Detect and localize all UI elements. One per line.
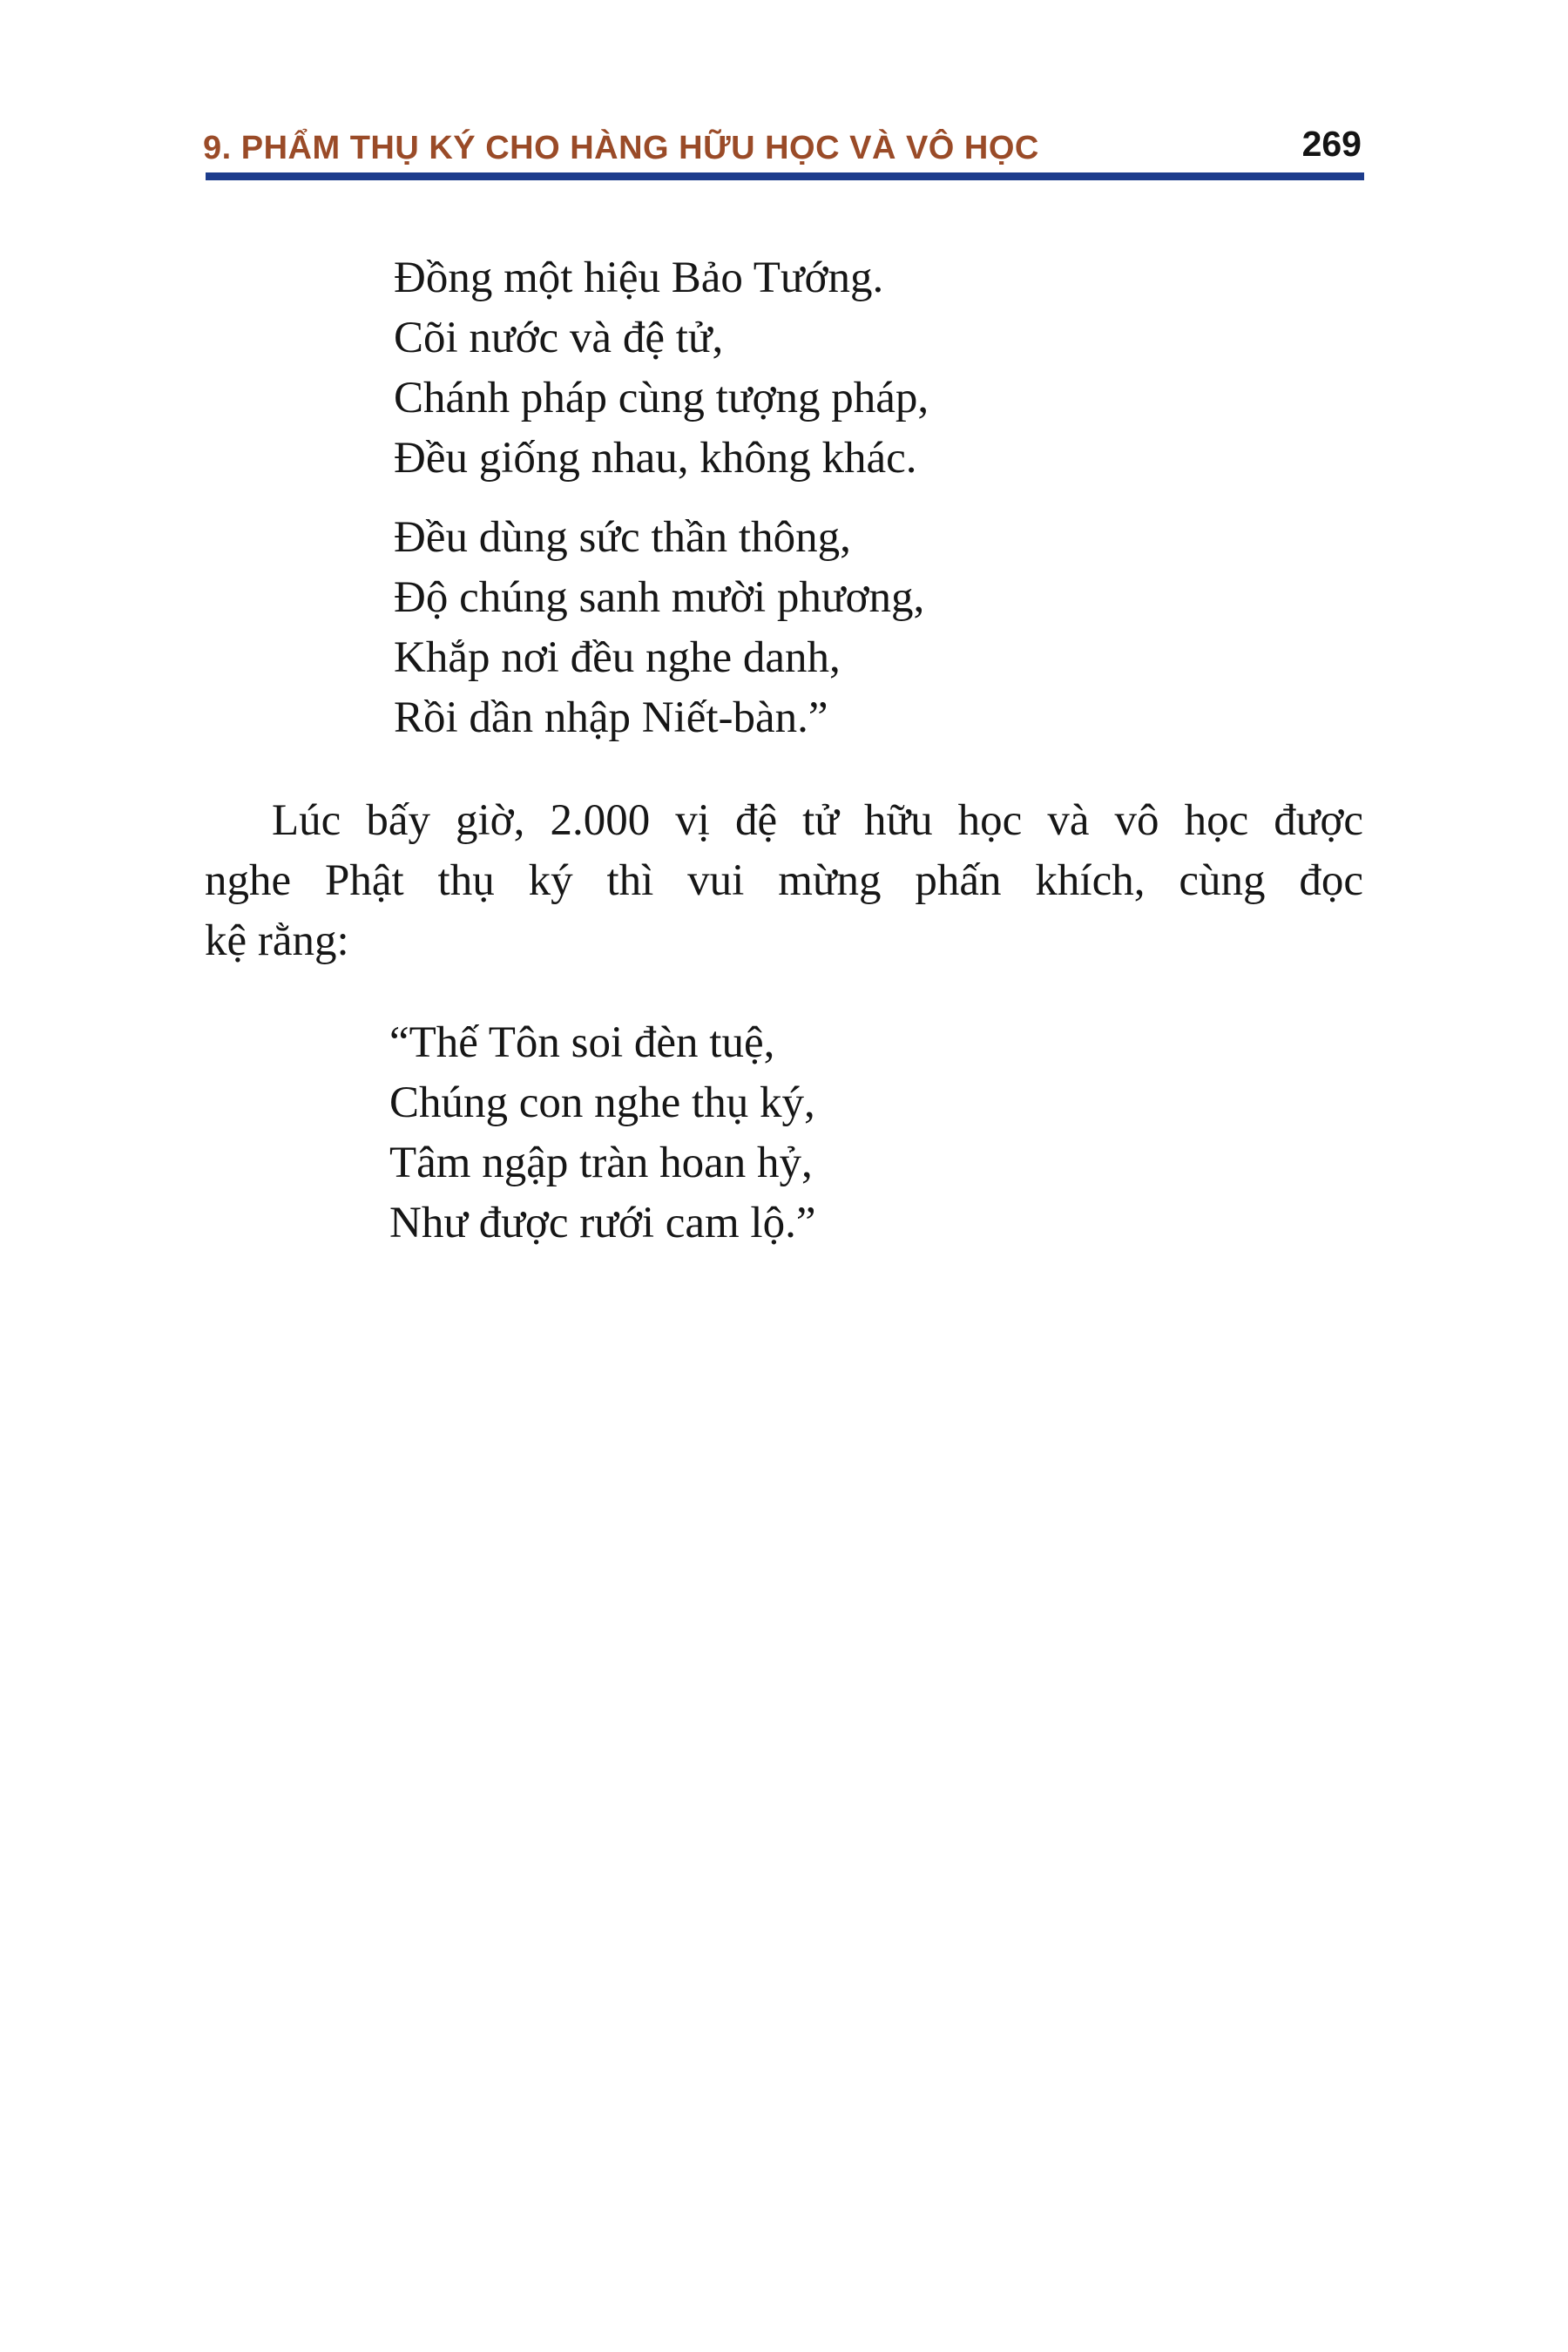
verse-line: Đều dùng sức thần thông, — [394, 513, 851, 562]
verse-line: Đều giống nhau, không khác. — [394, 434, 917, 483]
verse-line: Như được rưới cam lộ.” — [389, 1199, 816, 1247]
verse-line: Cõi nước và đệ tử, — [394, 314, 724, 362]
verse-line: Độ chúng sanh mười phương, — [394, 573, 925, 622]
paragraph-line: kệ rằng: — [205, 916, 349, 965]
verse-line: Khắp nơi đều nghe danh, — [394, 633, 841, 682]
page-number: 269 — [1301, 124, 1362, 164]
paragraph-line: nghe Phật thụ ký thì vui mừng phấn khích, cùng đọc — [205, 856, 1363, 905]
paragraph-line: Lúc bấy giờ, 2.000 vị đệ tử hữu học và vô học được — [272, 796, 1363, 845]
body-paragraph — [205, 791, 1363, 971]
verse-line: Chúng con nghe thụ ký, — [389, 1078, 815, 1127]
running-header-chapter-title: 9. PHẨM THỤ KÝ CHO HÀNG HỮU HỌC VÀ VÔ HỌC — [203, 130, 1039, 166]
header-divider-rule — [206, 172, 1364, 180]
verse-line: “Thế Tôn soi đèn tuệ, — [389, 1018, 775, 1067]
verse-line: Tâm ngập tràn hoan hỷ, — [389, 1139, 813, 1187]
verse-line: Rồi dần nhập Niết-bàn.” — [394, 693, 828, 742]
verse-block-1 — [394, 248, 929, 489]
verse-block-3 — [389, 1013, 815, 1254]
verse-line: Chánh pháp cùng tượng pháp, — [394, 374, 929, 422]
verse-block-2 — [394, 508, 924, 748]
verse-line: Đồng một hiệu Bảo Tướng. — [394, 253, 884, 302]
